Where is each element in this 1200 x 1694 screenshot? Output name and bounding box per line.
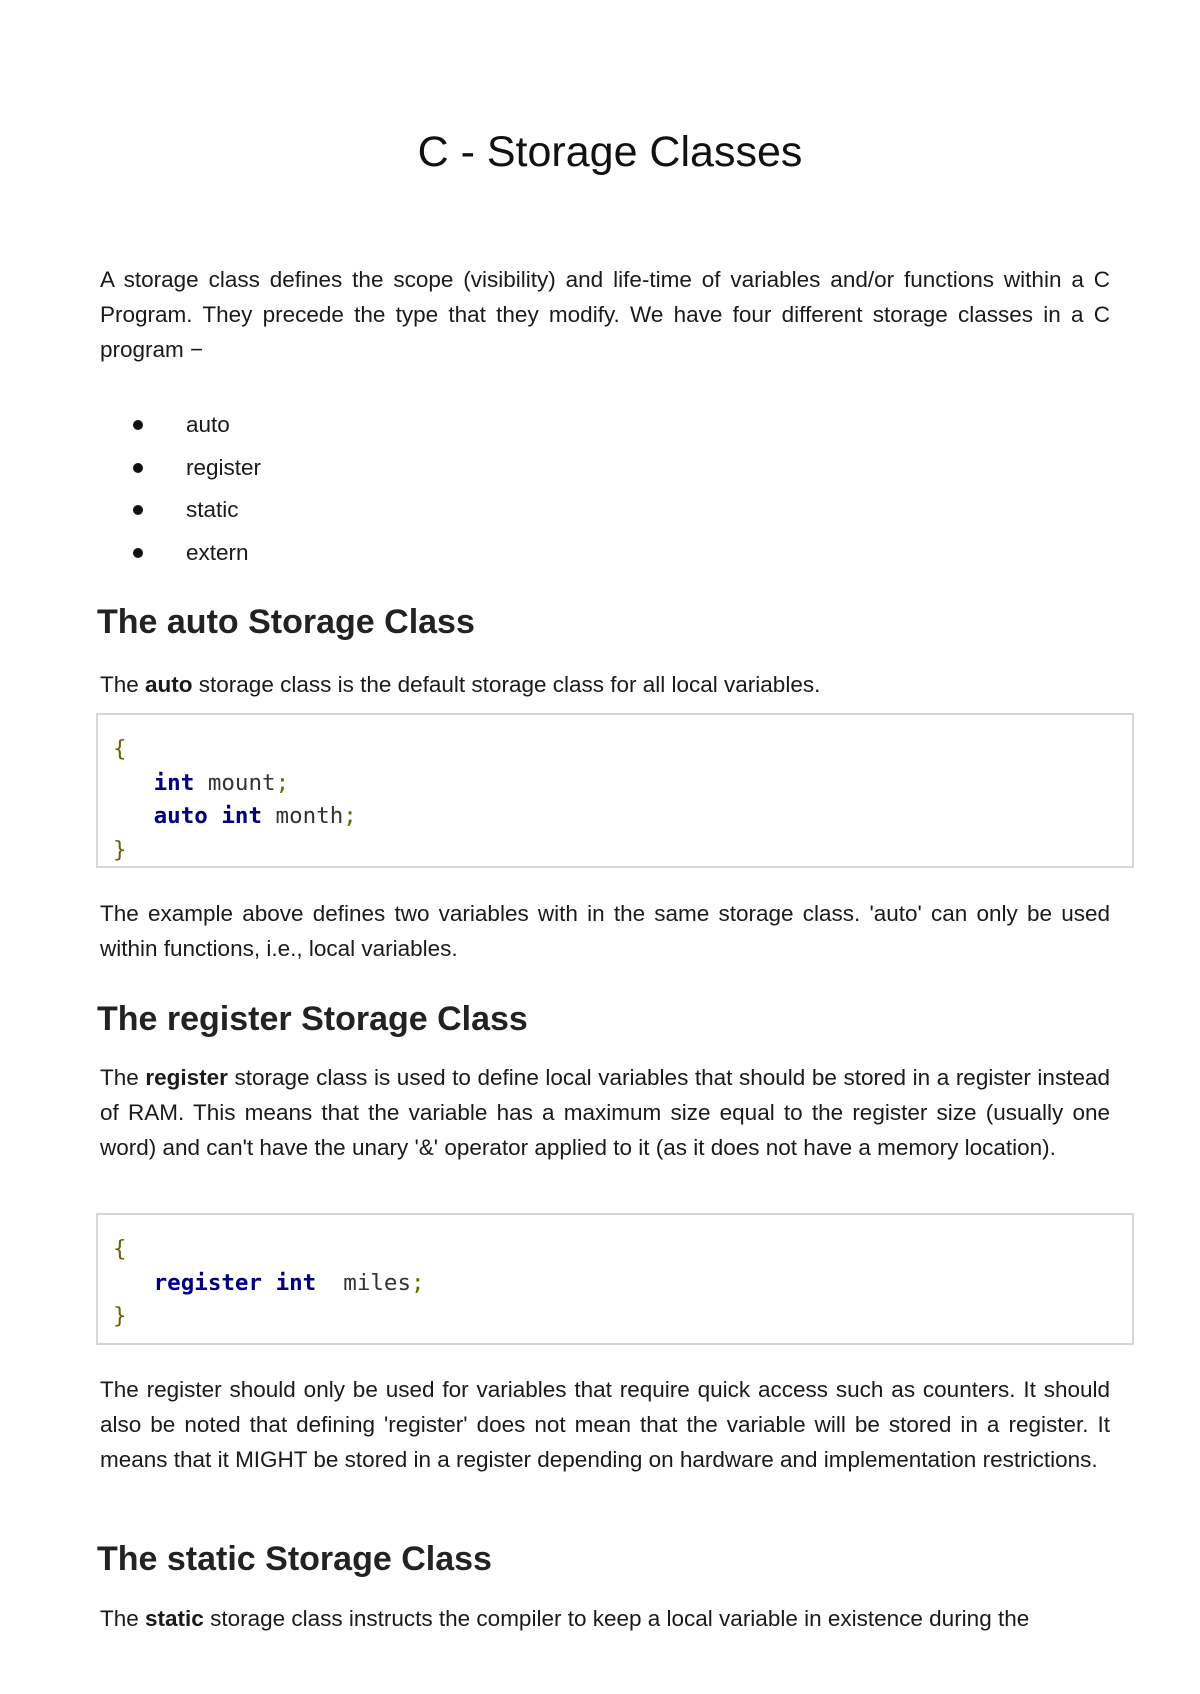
auto-note: The example above defines two variables with in the same storage class. 'auto' can only be used within functions, i.e., local variables. (100, 901, 1110, 961)
bullet-icon (133, 505, 143, 515)
register-code-block: { register int miles; } (96, 1213, 1134, 1345)
page-title: C - Storage Classes (417, 128, 803, 176)
intro-paragraph: A storage class defines the scope (visibility) and life-time of variables and/or functions within a C Program. They precede the type that they modify. We have four different storage classes in a C program − (100, 267, 1110, 362)
register-heading: The register Storage Class (97, 1000, 528, 1038)
list-item: auto (100, 404, 261, 447)
bullet-icon (133, 420, 143, 430)
list-item: static (100, 489, 261, 532)
list-item: register (100, 447, 261, 490)
auto-code-block: { int mount; auto int month; } (96, 713, 1134, 868)
register-note: The register should only be used for variables that require quick access such as counters. It should also be noted that defining 'register' does not mean that the variable will be stored in a register. It means that it MIGHT be stored in a register depending on hardware and implementation restrictions. (100, 1377, 1110, 1472)
auto-description: The auto storage class is the default storage class for all local variables. (100, 672, 821, 697)
auto-heading: The auto Storage Class (97, 603, 475, 641)
bullet-icon (133, 463, 143, 473)
static-heading: The static Storage Class (97, 1540, 492, 1578)
storage-class-list (100, 404, 261, 574)
bullet-icon (133, 548, 143, 558)
register-description: The register storage class is used to define local variables that should be stored in a register instead of RAM. This means that the variable has a maximum size equal to the register size (usually one word) and can't have the unary '&' operator applied to it (as it does not have a memory location). (100, 1065, 1110, 1160)
static-description: The static storage class instructs the compiler to keep a local variable in existence during the (100, 1606, 1030, 1631)
list-item: extern (100, 532, 261, 575)
